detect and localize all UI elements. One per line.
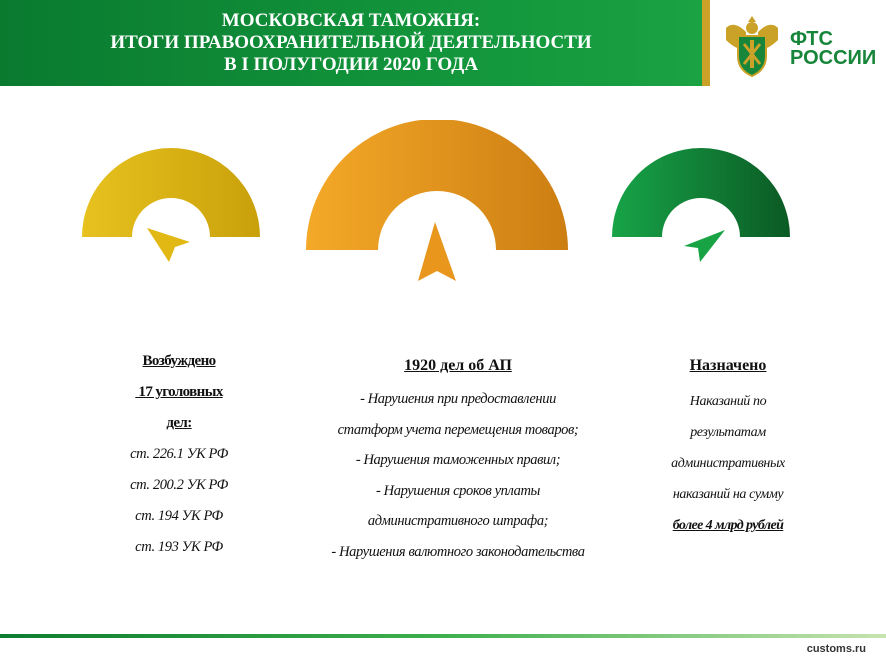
logo-line-2: РОССИИ [790, 47, 877, 69]
fts-logo [712, 0, 886, 86]
penalty-amount: более 4 млрд рублей [672, 518, 784, 533]
admin-cases-column [292, 352, 624, 567]
footer-site-link[interactable]: customs.ru [806, 643, 866, 655]
header-title-line-2: ИТОГИ ПРАВООХРАНИТЕЛЬНОЙ ДЕЯТЕЛЬНОСТИ [110, 32, 592, 53]
gauge-criminal-cases [82, 148, 260, 268]
eagle-emblem-icon [720, 10, 784, 78]
admin-case-line: административного штрафа; [367, 513, 549, 529]
admin-case-line: - Нарушения таможенных правил; [355, 452, 561, 468]
penalty-line: административных [671, 456, 785, 471]
footer-divider [0, 634, 886, 638]
admin-case-line: статформ учета перемещения товаров; [337, 421, 579, 438]
gauge-needle-icon [684, 230, 725, 262]
header-banner [0, 0, 702, 86]
article-item: ст. 194 УК РФ [135, 508, 223, 524]
penalties-column [648, 352, 808, 541]
criminal-heading-line-1: Возбуждено [142, 353, 216, 369]
logo-line-1: ФТС [790, 28, 833, 50]
header-gold-stripe [702, 0, 710, 86]
admin-case-line: - Нарушения валютного законодательства [331, 543, 585, 560]
criminal-cases-column [96, 346, 262, 563]
gauge-admin-cases [306, 120, 568, 288]
gauge-needle-icon [147, 228, 190, 262]
penalty-line: Наказаний по [689, 394, 767, 409]
admin-case-line: - Нарушения сроков уплаты [376, 482, 540, 499]
penalties-title: Назначено [689, 357, 767, 374]
admin-case-line: - Нарушения при предоставлении [360, 391, 556, 407]
article-item: ст. 200.2 УК РФ [130, 477, 228, 493]
admin-cases-title: 1920 дел об АП [404, 357, 512, 374]
gauge-needle-icon [418, 222, 456, 281]
header-title-line-1: МОСКОВСКАЯ ТАМОЖНЯ: [221, 10, 481, 31]
gauge-penalties [612, 148, 790, 268]
criminal-heading-line-2: 17 уголовных [135, 384, 223, 400]
logo-text [790, 30, 876, 68]
penalty-line: наказаний на сумму [672, 487, 784, 502]
article-item: ст. 193 УК РФ [135, 539, 223, 555]
penalty-line: результатам [690, 425, 766, 440]
criminal-heading-line-3: дел: [166, 415, 192, 431]
article-item: ст. 226.1 УК РФ [130, 446, 228, 462]
header-title-line-3: В I ПОЛУГОДИИ 2020 ГОДА [223, 54, 479, 75]
